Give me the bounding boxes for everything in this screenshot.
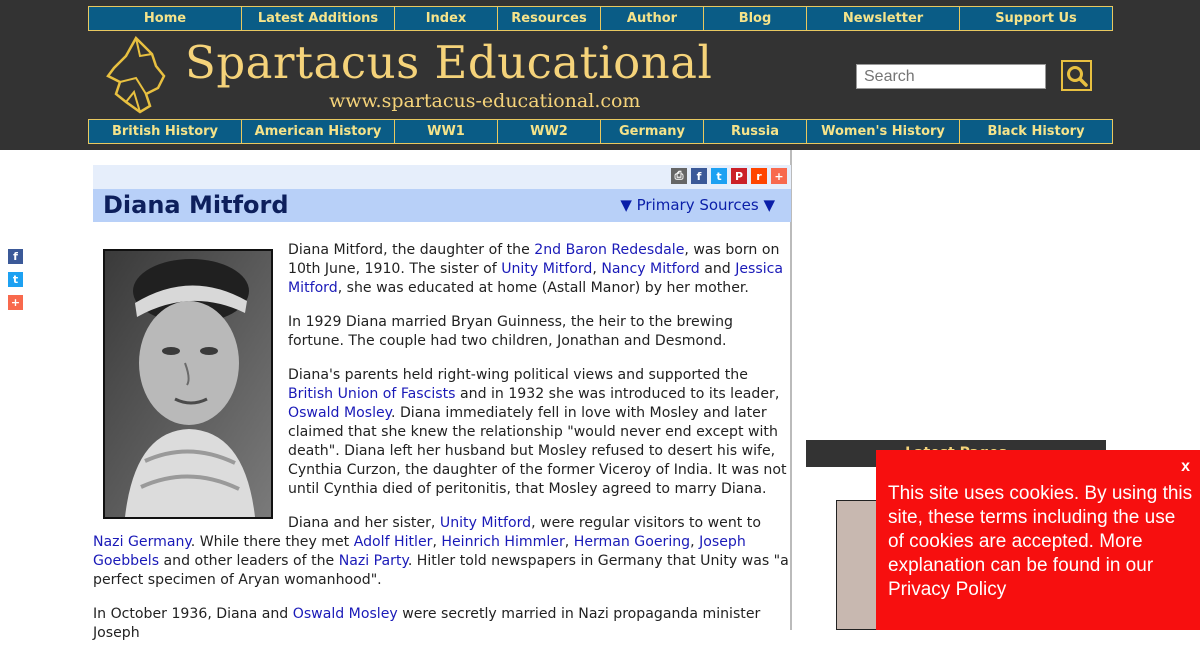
page-title: Diana Mitford xyxy=(103,191,289,219)
top-nav xyxy=(88,6,1112,31)
nav-black-history[interactable]: Black History xyxy=(959,119,1113,144)
text: Diana's parents held right-wing political views and supported the xyxy=(288,367,748,383)
text: Diana and her sister, xyxy=(288,515,440,531)
spartacus-helmet-logo[interactable] xyxy=(106,36,170,114)
text: . Diana immediately fell in love with Mosley and later claimed that she knew the relationship "would never end except with death". Diana left her husband but Mosley refused to desert his wife, Cynthia Curzon, the daughter of the former Viceroy of India. It was not until Cynthia died of peritonitis, that Mosley agreed to marry Diana. xyxy=(288,405,787,497)
nav-womens-history[interactable]: Women's History xyxy=(806,119,960,144)
nav-ww2[interactable]: WW2 xyxy=(497,119,601,144)
link-nancy-mitford[interactable]: Nancy Mitford xyxy=(601,261,700,277)
nav-latest-additions[interactable]: Latest Additions xyxy=(241,6,395,31)
link-nazi-germany[interactable]: Nazi Germany xyxy=(93,534,191,550)
text: . Hitler told newspapers in Germany that Unity was "a perfect specimen of Aryan womanhood". xyxy=(93,553,789,588)
link-unity-mitford[interactable]: Unity Mitford xyxy=(501,261,593,277)
paragraph xyxy=(93,605,791,643)
more-share-icon[interactable]: + xyxy=(771,168,787,184)
link-unity-mitford[interactable]: Unity Mitford xyxy=(439,515,532,531)
cookie-close-button[interactable]: x xyxy=(1181,458,1190,475)
section-nav xyxy=(88,119,1112,144)
ad-slot xyxy=(806,150,1200,440)
twitter-icon[interactable]: t xyxy=(711,168,727,184)
text: In October 1936, Diana and xyxy=(93,606,293,622)
link-british-union-of-fascists[interactable]: British Union of Fascists xyxy=(288,386,456,402)
text: and in 1932 she was introduced to its leader, xyxy=(455,386,780,402)
text: and other leaders of the xyxy=(159,553,339,569)
nav-support-us[interactable]: Support Us xyxy=(959,6,1113,31)
link-oswald-mosley[interactable]: Oswald Mosley xyxy=(288,405,391,421)
link-joseph-goebbels[interactable]: Joseph Goebbels xyxy=(93,534,746,569)
text: , she was educated at home (Astall Manor) by her mother. xyxy=(337,280,749,296)
facebook-icon[interactable]: f xyxy=(8,249,23,264)
text: and xyxy=(699,261,736,277)
search-button[interactable] xyxy=(1061,60,1092,91)
nav-russia[interactable]: Russia xyxy=(703,119,807,144)
cookie-message[interactable]: This site uses cookies. By using this site, these terms including the use of cookies are accepted. More explanation can be found in our Privacy Policy xyxy=(888,483,1193,600)
primary-sources-link[interactable]: ▼ Primary Sources ▼ xyxy=(620,196,775,214)
paragraph xyxy=(93,514,791,590)
cookie-banner xyxy=(876,450,1200,630)
link-herman-goering[interactable]: Herman Goering xyxy=(573,534,691,550)
nav-american-history[interactable]: American History xyxy=(241,119,395,144)
text: , xyxy=(432,534,442,550)
nav-blog[interactable]: Blog xyxy=(703,6,807,31)
text: , xyxy=(564,534,574,550)
link-nazi-party[interactable]: Nazi Party xyxy=(338,553,408,569)
twitter-icon[interactable]: t xyxy=(8,272,23,287)
nav-home[interactable]: Home xyxy=(88,6,242,31)
link-heinrich-himmler[interactable]: Heinrich Himmler xyxy=(441,534,565,550)
paragraph: In 1929 Diana married Bryan Guinness, the heir to the brewing fortune. The couple had two children, Jonathan and Desmond. xyxy=(288,314,733,349)
portrait-photo xyxy=(103,249,273,519)
floating-share xyxy=(8,249,23,310)
facebook-icon[interactable]: f xyxy=(691,168,707,184)
link-jessica-mitford[interactable]: Jessica Mitford xyxy=(288,261,784,296)
nav-author[interactable]: Author xyxy=(600,6,704,31)
link-adolf-hitler[interactable]: Adolf Hitler xyxy=(353,534,433,550)
nav-ww1[interactable]: WW1 xyxy=(394,119,498,144)
nav-newsletter[interactable]: Newsletter xyxy=(806,6,960,31)
pinterest-icon[interactable]: P xyxy=(731,168,747,184)
print-icon[interactable]: ⎙ xyxy=(671,168,687,184)
link-oswald-mosley[interactable]: Oswald Mosley xyxy=(292,606,398,622)
text: were secretly married in Nazi propaganda minister Joseph xyxy=(93,606,761,641)
page-title-bar xyxy=(93,189,791,222)
nav-germany[interactable]: Germany xyxy=(600,119,704,144)
text: , were regular visitors to went to xyxy=(531,515,761,531)
site-title[interactable]: Spartacus Educational xyxy=(185,36,713,89)
nav-british-history[interactable]: British History xyxy=(88,119,242,144)
text: , xyxy=(690,534,700,550)
nav-index[interactable]: Index xyxy=(394,6,498,31)
portrait-image xyxy=(105,251,271,517)
text: Diana Mitford, the daughter of the xyxy=(288,242,535,258)
search-icon xyxy=(1065,64,1089,88)
more-share-icon[interactable]: + xyxy=(8,295,23,310)
text: , was born on 10th June, 1910. The sister of xyxy=(288,242,780,277)
nav-resources[interactable]: Resources xyxy=(497,6,601,31)
link-baron-redesdale[interactable]: 2nd Baron Redesdale xyxy=(534,242,685,258)
site-url: www.spartacus-educational.com xyxy=(329,90,641,112)
text: , xyxy=(592,261,602,277)
search-input[interactable] xyxy=(856,64,1046,89)
reddit-icon[interactable]: r xyxy=(751,168,767,184)
text: . While there they met xyxy=(190,534,354,550)
share-bar xyxy=(93,165,791,189)
